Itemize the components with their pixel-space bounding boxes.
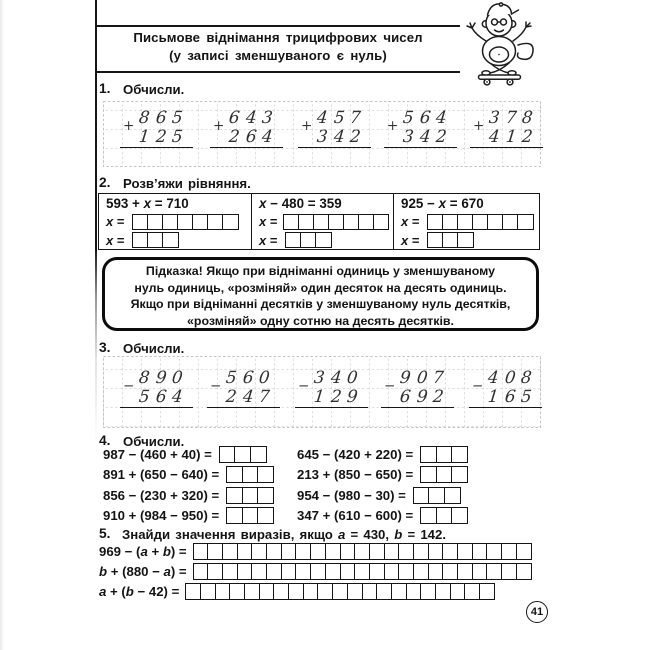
digits-row bbox=[226, 108, 276, 127]
equation-text: 925 − x = 670 bbox=[401, 196, 484, 211]
answer-box[interactable] bbox=[420, 446, 437, 463]
handwritten-digit: 0 bbox=[503, 367, 517, 387]
answer-prefix: x = bbox=[106, 214, 125, 230]
handwritten-digit: 1 bbox=[137, 126, 151, 146]
handwritten-digit: 6 bbox=[241, 367, 255, 387]
digits-row bbox=[314, 127, 364, 146]
hint-line: Підказка! Якщо при відніманні одиниць у зменшуваному bbox=[145, 264, 496, 278]
digits-row bbox=[311, 368, 361, 387]
binding-shadow-line bbox=[95, 0, 97, 620]
expression-text: 645 − (420 + 220) = bbox=[297, 446, 414, 462]
digits-row bbox=[136, 368, 186, 387]
digits-row bbox=[226, 127, 276, 146]
minus-sign: − bbox=[210, 378, 222, 394]
expression-text: 910 + (984 − 950) = bbox=[103, 508, 220, 524]
expression-text: 954 − (980 − 30) = bbox=[297, 487, 406, 503]
expression-text: b + (880 − a) = bbox=[99, 563, 187, 579]
digits-row bbox=[397, 387, 447, 406]
digits-row bbox=[486, 108, 536, 127]
expression-text: 891 + (650 − 640) = bbox=[103, 467, 220, 483]
column-problem bbox=[384, 368, 447, 409]
column-problem bbox=[473, 108, 536, 149]
handwritten-digit: 5 bbox=[224, 367, 238, 387]
answer-box[interactable] bbox=[516, 563, 532, 580]
result-line bbox=[120, 407, 193, 408]
answer-box-strip bbox=[132, 214, 239, 230]
answer-row bbox=[259, 231, 389, 250]
answer-row bbox=[106, 213, 247, 232]
handwritten-digit: 8 bbox=[137, 107, 151, 127]
handwritten-digit: 2 bbox=[227, 126, 241, 146]
expression-row bbox=[103, 506, 274, 527]
handwritten-digit: 1 bbox=[312, 386, 326, 406]
handwritten-digit: 5 bbox=[171, 107, 184, 127]
plus-sign: + bbox=[301, 118, 313, 134]
skateboard-deck bbox=[479, 75, 521, 79]
answer-box[interactable] bbox=[257, 466, 274, 483]
answer-box-strip bbox=[420, 507, 468, 524]
plus-sign: + bbox=[473, 118, 485, 134]
handwritten-digit: 4 bbox=[329, 367, 343, 387]
handwritten-digit: 3 bbox=[487, 107, 501, 127]
answer-box[interactable] bbox=[444, 487, 461, 504]
result-line bbox=[295, 407, 368, 408]
handwritten-digit: 9 bbox=[398, 367, 412, 387]
answer-prefix: x = bbox=[259, 232, 278, 248]
answer-row bbox=[401, 213, 534, 232]
handwritten-digit: 6 bbox=[244, 126, 258, 146]
expression-row bbox=[297, 506, 468, 527]
expression-row bbox=[297, 444, 468, 465]
answer-box-strip bbox=[420, 446, 468, 463]
handwritten-digit: 5 bbox=[137, 386, 151, 406]
equation-cell bbox=[393, 194, 538, 249]
result-line bbox=[384, 147, 457, 148]
answer-box-strip bbox=[219, 446, 267, 463]
answer-box[interactable] bbox=[451, 446, 468, 463]
handwritten-digit: 9 bbox=[346, 386, 359, 406]
digits-row bbox=[486, 127, 536, 146]
result-line bbox=[381, 407, 454, 408]
ex3-number: 3. bbox=[99, 340, 111, 355]
handwritten-digit: 6 bbox=[154, 107, 168, 127]
answer-box[interactable] bbox=[451, 507, 468, 524]
handwritten-digit: 2 bbox=[435, 126, 448, 146]
ex1-problems bbox=[0, 108, 650, 152]
answer-box-strip bbox=[193, 543, 532, 560]
ex4-right-column bbox=[297, 444, 468, 526]
expression-text: 213 + (850 − 650) = bbox=[297, 467, 414, 483]
handwritten-digit: 6 bbox=[398, 386, 412, 406]
answer-box-strip bbox=[185, 583, 495, 600]
answer-box[interactable] bbox=[242, 466, 259, 483]
ex2-instruction: Розв’яжи рівняння. bbox=[123, 175, 251, 191]
answer-box[interactable] bbox=[436, 446, 453, 463]
answer-box-strip bbox=[285, 232, 332, 248]
hint-line: «розміняй» одну сотню на десять десятків. bbox=[187, 313, 454, 328]
handwritten-digit: 4 bbox=[315, 107, 329, 127]
handwritten-digit: 6 bbox=[154, 386, 168, 406]
handwritten-digit: 4 bbox=[435, 107, 448, 127]
expression-text: 347 + (610 − 600) = bbox=[297, 508, 414, 524]
ex3-problems bbox=[0, 368, 650, 412]
handwritten-digit: 3 bbox=[312, 367, 326, 387]
handwritten-digit: 6 bbox=[418, 107, 432, 127]
result-line bbox=[120, 147, 193, 148]
handwritten-digit: 4 bbox=[487, 126, 501, 146]
expression-row bbox=[99, 561, 532, 581]
expression-row bbox=[103, 485, 274, 506]
column-problem bbox=[210, 368, 273, 409]
expression-text: 987 − (460 + 40) = bbox=[103, 446, 212, 462]
answer-box[interactable] bbox=[517, 214, 534, 230]
expression-row bbox=[297, 485, 468, 506]
ex2-equations-table bbox=[98, 193, 540, 250]
answer-box[interactable] bbox=[222, 214, 239, 230]
answer-box-strip bbox=[420, 466, 468, 483]
ex1-number: 1. bbox=[99, 81, 111, 96]
column-problem bbox=[301, 108, 364, 149]
digits-row bbox=[136, 108, 186, 127]
digits-row bbox=[223, 387, 273, 406]
handwritten-digit: 3 bbox=[261, 107, 274, 127]
column-problem bbox=[213, 108, 276, 149]
plus-sign: + bbox=[387, 118, 399, 134]
ex1-instruction: Обчисли. bbox=[123, 81, 185, 97]
handwritten-digit: 4 bbox=[171, 386, 184, 406]
digits-row bbox=[400, 127, 450, 146]
page-title-line1: Письмове віднімання трицифрових чисел bbox=[133, 30, 423, 45]
handwritten-digit: 6 bbox=[503, 386, 517, 406]
handwritten-digit: 4 bbox=[332, 126, 346, 146]
handwritten-digit: 0 bbox=[171, 367, 184, 387]
minus-sign: − bbox=[123, 378, 135, 394]
plus-sign: + bbox=[123, 118, 135, 134]
handwritten-digit: 0 bbox=[346, 367, 359, 387]
ex5-rows bbox=[99, 541, 532, 601]
handwritten-digit: 7 bbox=[258, 386, 271, 406]
hint-line: Якщо при відніманні десятків у зменшуваному нуль десятків, bbox=[130, 297, 511, 312]
digits-row bbox=[223, 368, 273, 387]
ex2-number: 2. bbox=[99, 175, 111, 190]
digits-row bbox=[397, 368, 447, 387]
monkey-tail bbox=[518, 43, 534, 59]
answer-box[interactable] bbox=[516, 543, 532, 560]
answer-box-strip bbox=[427, 232, 474, 248]
result-line bbox=[470, 147, 543, 148]
header-rule-bottom bbox=[96, 71, 460, 73]
digits-row bbox=[136, 127, 186, 146]
expression-row bbox=[297, 465, 468, 486]
digits-row bbox=[400, 108, 450, 127]
column-problem bbox=[472, 368, 535, 409]
expression-text: 856 − (230 + 320) = bbox=[103, 487, 220, 503]
handwritten-digit: 4 bbox=[418, 126, 432, 146]
ex4-instruction: Обчисли. bbox=[123, 433, 185, 449]
result-line bbox=[210, 147, 283, 148]
answer-box[interactable] bbox=[226, 466, 243, 483]
monkey-on-skateboard-illustration bbox=[458, 1, 554, 87]
result-line bbox=[298, 147, 371, 148]
expression-row bbox=[103, 465, 274, 486]
handwritten-digit: 5 bbox=[520, 386, 533, 406]
answer-box[interactable] bbox=[257, 507, 274, 524]
answer-box-strip bbox=[413, 487, 461, 504]
ex5-instruction: Знайди значення виразів, якщо a = 430, b = 142. bbox=[122, 526, 446, 542]
handwritten-digit: 2 bbox=[521, 126, 534, 146]
answer-box[interactable] bbox=[420, 466, 437, 483]
column-problem bbox=[298, 368, 361, 409]
handwritten-digit: 2 bbox=[224, 386, 238, 406]
handwritten-digit: 7 bbox=[349, 107, 362, 127]
answer-prefix: x = bbox=[401, 232, 420, 248]
answer-box[interactable] bbox=[436, 466, 453, 483]
answer-box[interactable] bbox=[413, 487, 430, 504]
page-number-badge: 41 bbox=[526, 601, 548, 623]
expression-text: 969 − (a + b) = bbox=[99, 543, 187, 559]
equation-cell bbox=[251, 194, 393, 249]
handwritten-digit: 2 bbox=[329, 386, 343, 406]
equation-text: x − 480 = 359 bbox=[259, 196, 342, 211]
answer-box[interactable] bbox=[250, 446, 267, 463]
expression-row bbox=[99, 581, 532, 601]
handwritten-digit: 5 bbox=[401, 107, 415, 127]
handwritten-digit: 4 bbox=[486, 367, 500, 387]
answer-box[interactable] bbox=[451, 466, 468, 483]
column-problem bbox=[387, 108, 450, 149]
answer-box[interactable] bbox=[242, 487, 259, 504]
digits-row bbox=[485, 387, 535, 406]
equation-text: 593 + x = 710 bbox=[106, 196, 189, 211]
answer-box[interactable] bbox=[219, 446, 236, 463]
digits-row bbox=[311, 387, 361, 406]
hint-label: Підказка! bbox=[145, 264, 203, 278]
answer-box-strip bbox=[427, 214, 534, 230]
answer-box[interactable] bbox=[373, 214, 390, 230]
answer-box-strip bbox=[226, 507, 274, 524]
handwritten-digit: 7 bbox=[432, 367, 445, 387]
result-line bbox=[207, 407, 280, 408]
answer-box[interactable] bbox=[242, 507, 259, 524]
handwritten-digit: 5 bbox=[171, 126, 184, 146]
handwritten-digit: 4 bbox=[241, 386, 255, 406]
digits-row bbox=[485, 368, 535, 387]
answer-box[interactable] bbox=[226, 487, 243, 504]
answer-box[interactable] bbox=[436, 507, 453, 524]
answer-row bbox=[106, 231, 247, 250]
ex4-left-column bbox=[103, 444, 274, 526]
ex5-number: 5. bbox=[99, 526, 111, 541]
handwritten-digit: 1 bbox=[486, 386, 500, 406]
ex4-number: 4. bbox=[99, 433, 111, 448]
answer-box[interactable] bbox=[479, 583, 495, 600]
answer-box[interactable] bbox=[257, 487, 274, 504]
handwritten-digit: 2 bbox=[349, 126, 362, 146]
answer-box[interactable] bbox=[162, 232, 179, 248]
handwritten-digit: 9 bbox=[415, 386, 429, 406]
scan-page-edge bbox=[0, 0, 4, 650]
answer-box-strip bbox=[132, 232, 179, 248]
answer-box[interactable] bbox=[226, 507, 243, 524]
column-problem bbox=[123, 368, 186, 409]
handwritten-digit: 7 bbox=[504, 107, 518, 127]
header-rule-top bbox=[96, 25, 460, 27]
answer-box[interactable] bbox=[234, 446, 251, 463]
handwritten-digit: 8 bbox=[137, 367, 151, 387]
handwritten-digit: 4 bbox=[261, 126, 274, 146]
handwritten-digit: 4 bbox=[244, 107, 258, 127]
column-problem bbox=[123, 108, 186, 149]
answer-box-strip bbox=[283, 214, 390, 230]
handwritten-digit: 9 bbox=[154, 367, 168, 387]
plus-sign: + bbox=[213, 118, 225, 134]
handwritten-digit: 5 bbox=[332, 107, 346, 127]
answer-box-strip bbox=[226, 466, 274, 483]
hint-callout bbox=[102, 257, 539, 331]
handwritten-digit: 0 bbox=[415, 367, 429, 387]
page-title-line2: (у записі зменшуваного є нуль) bbox=[169, 48, 387, 63]
answer-box[interactable] bbox=[420, 507, 437, 524]
answer-row bbox=[259, 213, 389, 232]
result-line bbox=[469, 407, 542, 408]
digits-row bbox=[314, 108, 364, 127]
answer-box[interactable] bbox=[315, 232, 332, 248]
hint-line: нуль одиниць, «розміняй» один десяток на десять одиниць. bbox=[134, 280, 507, 295]
minus-sign: − bbox=[472, 378, 484, 394]
answer-prefix: x = bbox=[401, 214, 420, 230]
equation-cell bbox=[99, 194, 251, 249]
handwritten-digit: 2 bbox=[154, 126, 168, 146]
answer-box[interactable] bbox=[428, 487, 445, 504]
handwritten-digit: 6 bbox=[227, 107, 241, 127]
ex3-instruction: Обчисли. bbox=[123, 340, 185, 356]
answer-prefix: x = bbox=[259, 214, 278, 230]
digits-row bbox=[136, 387, 186, 406]
handwritten-digit: 3 bbox=[401, 126, 415, 146]
minus-sign: − bbox=[298, 378, 310, 394]
handwritten-digit: 0 bbox=[258, 367, 271, 387]
answer-box[interactable] bbox=[457, 232, 474, 248]
answer-box-strip bbox=[193, 563, 532, 580]
answer-prefix: x = bbox=[106, 232, 125, 248]
handwritten-digit: 3 bbox=[315, 126, 329, 146]
answer-box-strip bbox=[226, 487, 274, 504]
minus-sign: − bbox=[384, 378, 396, 394]
handwritten-digit: 2 bbox=[432, 386, 445, 406]
handwritten-digit: 8 bbox=[520, 367, 533, 387]
expression-row bbox=[99, 541, 532, 561]
handwritten-digit: 1 bbox=[504, 126, 518, 146]
handwritten-digit: 8 bbox=[521, 107, 534, 127]
expression-text: a + (b − 42) = bbox=[99, 583, 180, 599]
answer-row bbox=[401, 231, 534, 250]
expression-row bbox=[103, 444, 274, 465]
